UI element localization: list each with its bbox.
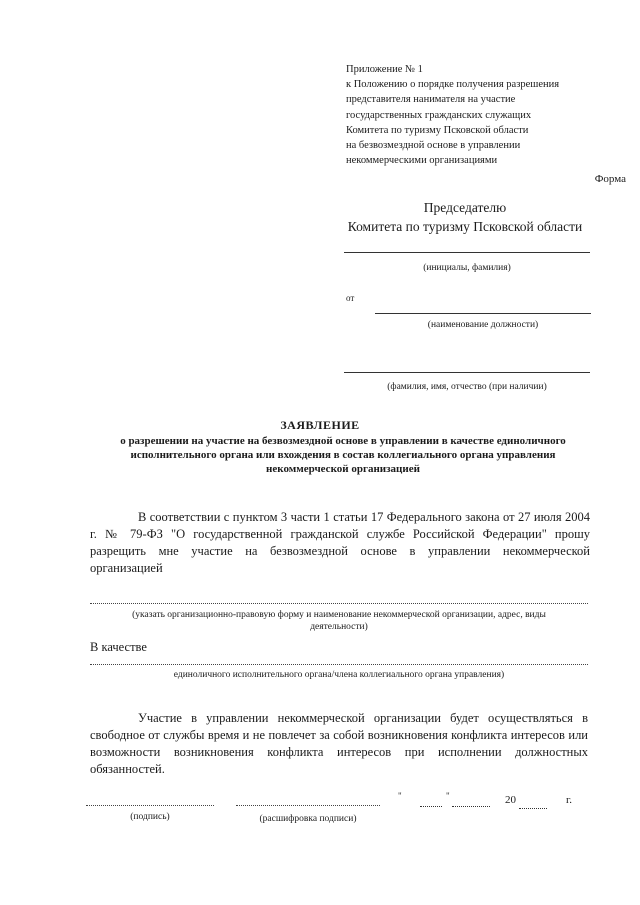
date-quote-close: " bbox=[446, 791, 450, 801]
signature-decode-line[interactable] bbox=[236, 805, 380, 806]
appendix-line: представителя нанимателя на участие bbox=[346, 94, 516, 106]
body-text-1: В соответствии с пунктом 3 части 1 статьи 17 Федерального закона от 27 июля 2004 г. № 79-ФЗ "О государственной гражданской службе Российской Федерации" прошу разрещить мне участие на безвозмездной основе в управлении некоммерческой организацией bbox=[90, 510, 590, 575]
appendix-line: некоммерческими организациями bbox=[346, 155, 498, 167]
role-line[interactable] bbox=[90, 664, 588, 665]
appendix-line: государственных гражданских служащих bbox=[346, 109, 532, 121]
organization-caption bbox=[90, 609, 588, 633]
position-line[interactable] bbox=[375, 313, 591, 314]
signature-caption: (подпись) bbox=[130, 812, 170, 822]
full-name-line[interactable] bbox=[344, 372, 590, 373]
addressee-line2: Комитета по туризму Псковской области bbox=[347, 219, 583, 234]
date-year-prefix: 20 bbox=[505, 794, 516, 806]
date-year-line[interactable] bbox=[519, 808, 547, 809]
date-quote-open: " bbox=[398, 791, 402, 801]
position-caption: (наименование должности) bbox=[427, 320, 539, 330]
date-month-line[interactable] bbox=[452, 806, 490, 807]
form-label: Форма bbox=[594, 173, 626, 185]
organization-line[interactable] bbox=[90, 603, 588, 604]
addressee-line1: Председателю bbox=[423, 200, 507, 215]
in-capacity-label: В качестве bbox=[90, 640, 147, 654]
appendix-line: Приложение № 1 bbox=[346, 64, 423, 75]
document-title: ЗАЯВЛЕНИЕ bbox=[280, 418, 360, 432]
body-paragraph-1 bbox=[90, 509, 590, 577]
from-label: от bbox=[346, 293, 355, 303]
signature-decode-caption: (расшифровка подписи) bbox=[259, 814, 357, 824]
initials-caption: (инициалы, фамилия) bbox=[423, 263, 511, 273]
body-text-2: Участие в управлении некоммерческой организации будет осуществляться в свободное от службы время и не повлечет за собой возникновения конфликта интересов или возможности возникновения конфликта интересов при исполнении должностных обязанностей. bbox=[90, 711, 588, 776]
date-day-line[interactable] bbox=[420, 806, 442, 807]
signature-line[interactable] bbox=[86, 805, 214, 806]
date-year-suffix: г. bbox=[566, 794, 573, 806]
body-paragraph-2 bbox=[90, 710, 588, 778]
appendix-line: к Положению о порядке получения разрешения bbox=[346, 79, 560, 91]
organization-caption-line2: деятельности) bbox=[310, 622, 368, 632]
appendix-line: на безвозмездной основе в управлении bbox=[346, 140, 521, 152]
role-caption: единоличного исполнительного органа/члена коллегиального органа управления) bbox=[173, 670, 505, 680]
organization-caption-line1: (указать организационно-правовую форму и наименование некоммерческой организации, адрес, виды bbox=[132, 610, 546, 620]
full-name-caption: (фамилия, имя, отчество (при наличии) bbox=[387, 382, 547, 392]
addressee bbox=[300, 198, 630, 236]
appendix-line: Комитета по туризму Псковской области bbox=[346, 124, 529, 136]
document-subtitle: о разрешении на участие на безвозмездной основе в управлении в качестве единоличного исполнительного органа или вхождения в состав коллегиального органа управления некоммерческой организацией bbox=[120, 435, 566, 475]
initials-line[interactable] bbox=[344, 252, 590, 253]
appendix-header bbox=[346, 62, 559, 168]
